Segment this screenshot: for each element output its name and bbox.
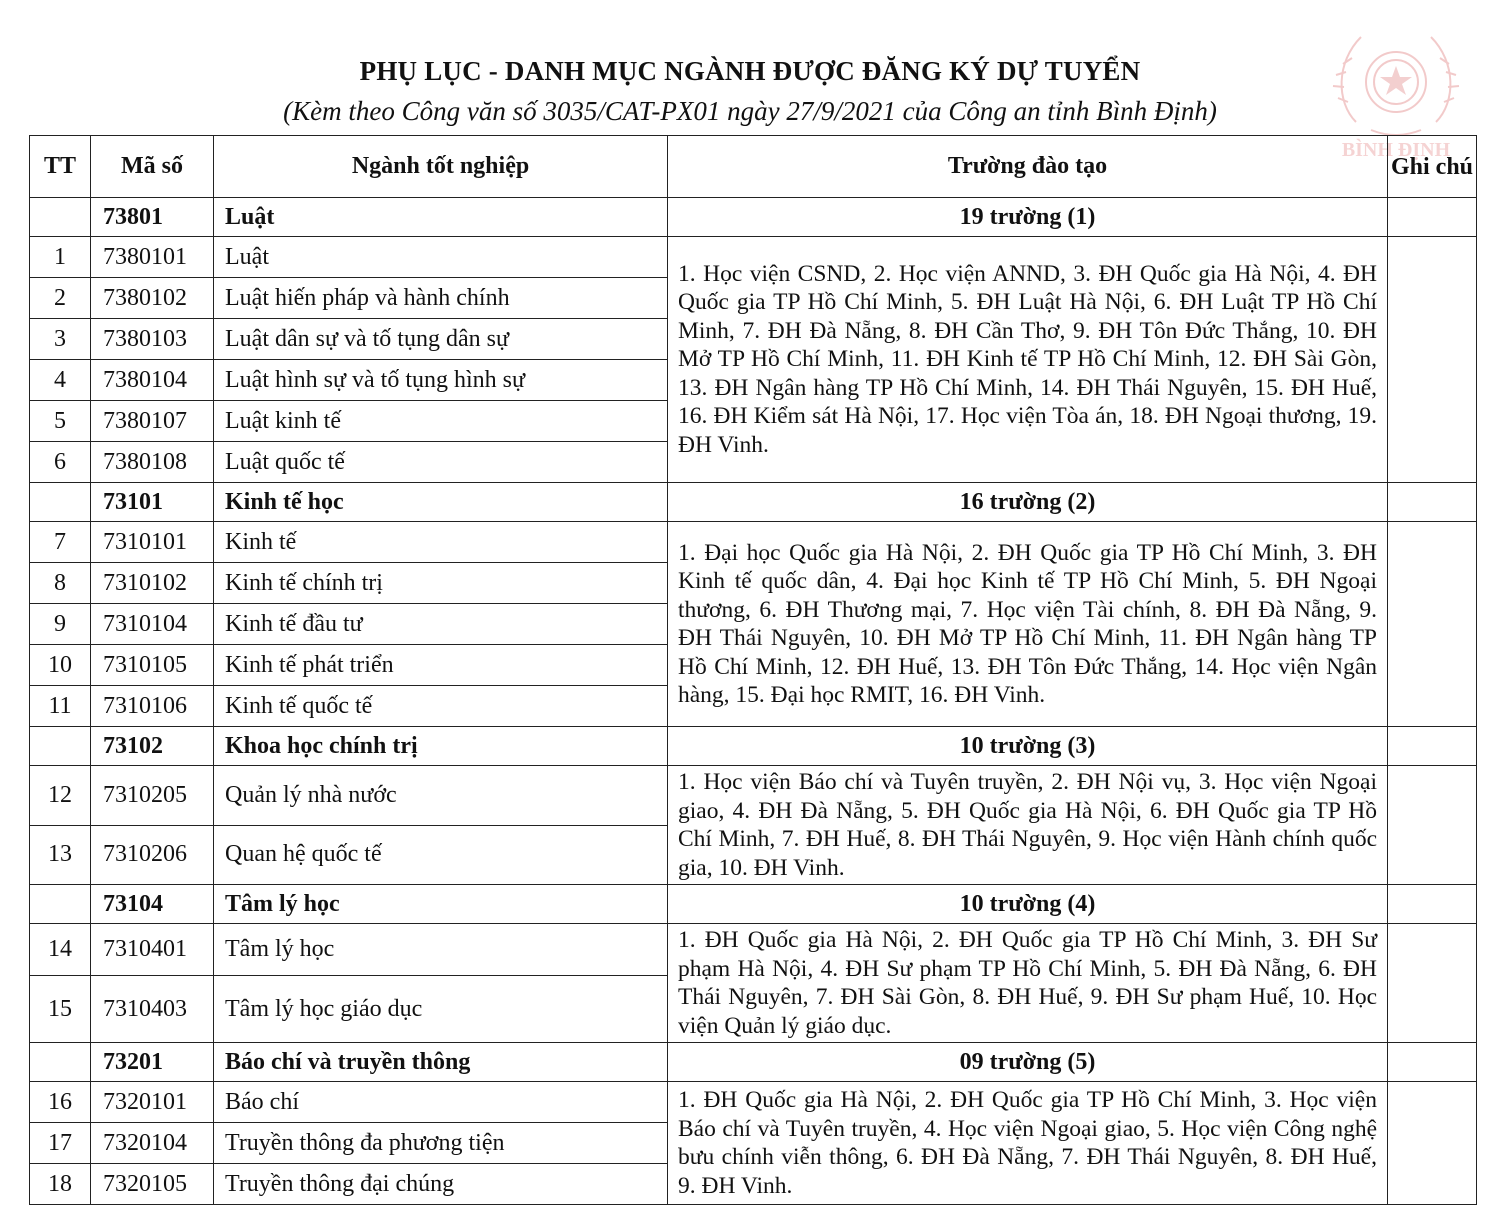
school-list: 1. ĐH Quốc gia Hà Nội, 2. ĐH Quốc gia TP Hồ Chí Minh, 3. Học viện Báo chí và Tuyên truyền, 4. Học viện Ngoại giao, 5. Học viện Công nghệ bưu chính viễn thông, 6. ĐH Đà Nẵng, 7. ĐH Thái Nguyên, 8. ĐH Huế, 9. ĐH Vinh. (668, 1082, 1388, 1205)
col-truong: Trường đào tạo (668, 136, 1388, 198)
group-name: Kinh tế học (214, 483, 668, 522)
group-note (1388, 1043, 1477, 1082)
svg-text:BÌNH ĐỊNH: BÌNH ĐỊNH (1341, 139, 1451, 161)
school-list: 1. Học viện CSND, 2. Học viện ANND, 3. ĐH Quốc gia Hà Nội, 4. ĐH Quốc gia TP Hồ Chí Minh, 5. ĐH Luật Hà Nội, 6. ĐH Luật TP Hồ Chí Minh, 7. ĐH Đà Nẵng, 8. ĐH Cần Thơ, 9. ĐH Tôn Đức Thắng, 10. ĐH Mở TP Hồ Chí Minh, 11. ĐH Kinh tế TP Hồ Chí Minh, 12. ĐH Sài Gòn, 13. ĐH Ngân hàng TP Hồ Chí Minh, 14. ĐH Thái Nguyên, 15. ĐH Huế, 16. ĐH Kiểm sát Hà Nội, 17. Học viện Tòa án, 18. ĐH Ngoại thương, 19. ĐH Vinh. (668, 237, 1388, 483)
row-ma-so: 7380103 (91, 319, 214, 360)
row-tt: 4 (30, 360, 91, 401)
group-note (1388, 198, 1477, 237)
school-list: 1. Đại học Quốc gia Hà Nội, 2. ĐH Quốc gia TP Hồ Chí Minh, 3. ĐH Kinh tế quốc dân, 4. Đại học Kinh tế TP Hồ Chí Minh, 5. ĐH Ngoại thương, 6. ĐH Thương mại, 7. Học viện Tài chính, 8. ĐH Đà Nẵng, 9. ĐH Thái Nguyên, 10. ĐH Mở TP Hồ Chí Minh, 11. ĐH Ngân hàng TP Hồ Chí Minh, 12. ĐH Huế, 13. ĐH Tôn Đức Thắng, 14. Học viện Ngân hàng, 15. Đại học RMIT, 16. ĐH Vinh. (668, 522, 1388, 727)
row-nganh: Kinh tế phát triển (214, 645, 668, 686)
row-nganh: Truyền thông đa phương tiện (214, 1123, 668, 1164)
group-name: Khoa học chính trị (214, 727, 668, 766)
group-school-count: 19 trường (1) (668, 198, 1388, 237)
row-tt: 6 (30, 442, 91, 483)
row-nganh: Kinh tế đầu tư (214, 604, 668, 645)
group-tt (30, 483, 91, 522)
row-tt: 16 (30, 1082, 91, 1123)
row-tt: 13 (30, 825, 91, 885)
row-ma-so: 7310401 (91, 924, 214, 976)
col-tt: TT (30, 136, 91, 198)
row-tt: 2 (30, 278, 91, 319)
row-tt: 5 (30, 401, 91, 442)
group-code: 73101 (91, 483, 214, 522)
row-ma-so: 7380101 (91, 237, 214, 278)
row-ma-so: 7310105 (91, 645, 214, 686)
row-tt: 3 (30, 319, 91, 360)
row-nganh: Luật (214, 237, 668, 278)
row-nganh: Truyền thông đại chúng (214, 1164, 668, 1205)
row-tt: 7 (30, 522, 91, 563)
table-row (30, 237, 1477, 278)
group-school-count: 09 trường (5) (668, 1043, 1388, 1082)
group-name: Luật (214, 198, 668, 237)
row-nganh: Quan hệ quốc tế (214, 825, 668, 885)
group-tt (30, 1043, 91, 1082)
row-ma-so: 7310101 (91, 522, 214, 563)
page-title: PHỤ LỤC - DANH MỤC NGÀNH ĐƯỢC ĐĂNG KÝ DỰ TUYỂN (359, 56, 1141, 86)
row-note (1388, 237, 1477, 483)
group-note (1388, 885, 1477, 924)
group-code: 73801 (91, 198, 214, 237)
row-ma-so: 7380108 (91, 442, 214, 483)
row-ma-so: 7310104 (91, 604, 214, 645)
group-row (30, 1043, 1477, 1082)
row-tt: 12 (30, 766, 91, 826)
row-tt: 15 (30, 976, 91, 1043)
row-nganh: Tâm lý học giáo dục (214, 976, 668, 1043)
group-school-count: 10 trường (4) (668, 885, 1388, 924)
row-ma-so: 7310205 (91, 766, 214, 826)
row-ma-so: 7310206 (91, 825, 214, 885)
school-list: 1. Học viện Báo chí và Tuyên truyền, 2. ĐH Nội vụ, 3. Học viện Ngoại giao, 4. ĐH Đà Nẵng, 5. ĐH Quốc gia Hà Nội, 6. ĐH Quốc gia TP Hồ Chí Minh, 7. ĐH Huế, 8. ĐH Thái Nguyên, 9. Học viện Hành chính quốc gia, 10. ĐH Vinh. (668, 766, 1388, 885)
row-note (1388, 522, 1477, 727)
group-row (30, 885, 1477, 924)
row-ma-so: 7320104 (91, 1123, 214, 1164)
row-tt: 18 (30, 1164, 91, 1205)
row-tt: 8 (30, 563, 91, 604)
col-ma-so: Mã số (91, 136, 214, 198)
row-tt: 9 (30, 604, 91, 645)
group-code: 73201 (91, 1043, 214, 1082)
row-nganh: Kinh tế (214, 522, 668, 563)
row-ma-so: 7310403 (91, 976, 214, 1043)
col-ghi-chu: Ghi chú (1388, 136, 1477, 198)
page-subtitle: (Kèm theo Công văn số 3035/CAT-PX01 ngày 27/9/2021 của Công an tỉnh Bình Định) (283, 96, 1217, 126)
row-tt: 17 (30, 1123, 91, 1164)
row-tt: 14 (30, 924, 91, 976)
group-tt (30, 727, 91, 766)
row-nganh: Quản lý nhà nước (214, 766, 668, 826)
header-row (30, 136, 1477, 198)
row-nganh: Luật hiến pháp và hành chính (214, 278, 668, 319)
row-note (1388, 924, 1477, 1043)
group-row (30, 198, 1477, 237)
row-nganh: Luật dân sự và tố tụng dân sự (214, 319, 668, 360)
group-code: 73102 (91, 727, 214, 766)
row-ma-so: 7310106 (91, 686, 214, 727)
row-nganh: Tâm lý học (214, 924, 668, 976)
row-note (1388, 766, 1477, 885)
table-row (30, 924, 1477, 976)
row-tt: 10 (30, 645, 91, 686)
group-code: 73104 (91, 885, 214, 924)
group-name: Tâm lý học (214, 885, 668, 924)
table-row (30, 522, 1477, 563)
row-nganh: Luật quốc tế (214, 442, 668, 483)
group-school-count: 16 trường (2) (668, 483, 1388, 522)
row-ma-so: 7380104 (91, 360, 214, 401)
row-ma-so: 7380107 (91, 401, 214, 442)
row-tt: 1 (30, 237, 91, 278)
row-ma-so: 7320101 (91, 1082, 214, 1123)
row-ma-so: 7380102 (91, 278, 214, 319)
group-note (1388, 483, 1477, 522)
row-ma-so: 7320105 (91, 1164, 214, 1205)
table-row (30, 766, 1477, 826)
group-tt (30, 885, 91, 924)
group-row (30, 483, 1477, 522)
col-nganh: Ngành tốt nghiệp (214, 136, 668, 198)
group-school-count: 10 trường (3) (668, 727, 1388, 766)
row-nganh: Luật kinh tế (214, 401, 668, 442)
group-tt (30, 198, 91, 237)
group-note (1388, 727, 1477, 766)
group-row (30, 727, 1477, 766)
row-tt: 11 (30, 686, 91, 727)
row-nganh: Luật hình sự và tố tụng hình sự (214, 360, 668, 401)
row-nganh: Báo chí (214, 1082, 668, 1123)
table-row (30, 1082, 1477, 1123)
row-nganh: Kinh tế quốc tế (214, 686, 668, 727)
row-ma-so: 7310102 (91, 563, 214, 604)
majors-table (29, 135, 1477, 1205)
school-list: 1. ĐH Quốc gia Hà Nội, 2. ĐH Quốc gia TP Hồ Chí Minh, 3. ĐH Sư phạm Hà Nội, 4. ĐH Sư phạm TP Hồ Chí Minh, 5. ĐH Đà Nẵng, 6. ĐH Thái Nguyên, 7. ĐH Sài Gòn, 8. ĐH Huế, 9. ĐH Sư phạm Huế, 10. Học viện Quản lý giáo dục. (668, 924, 1388, 1043)
row-nganh: Kinh tế chính trị (214, 563, 668, 604)
group-name: Báo chí và truyền thông (214, 1043, 668, 1082)
row-note (1388, 1082, 1477, 1205)
